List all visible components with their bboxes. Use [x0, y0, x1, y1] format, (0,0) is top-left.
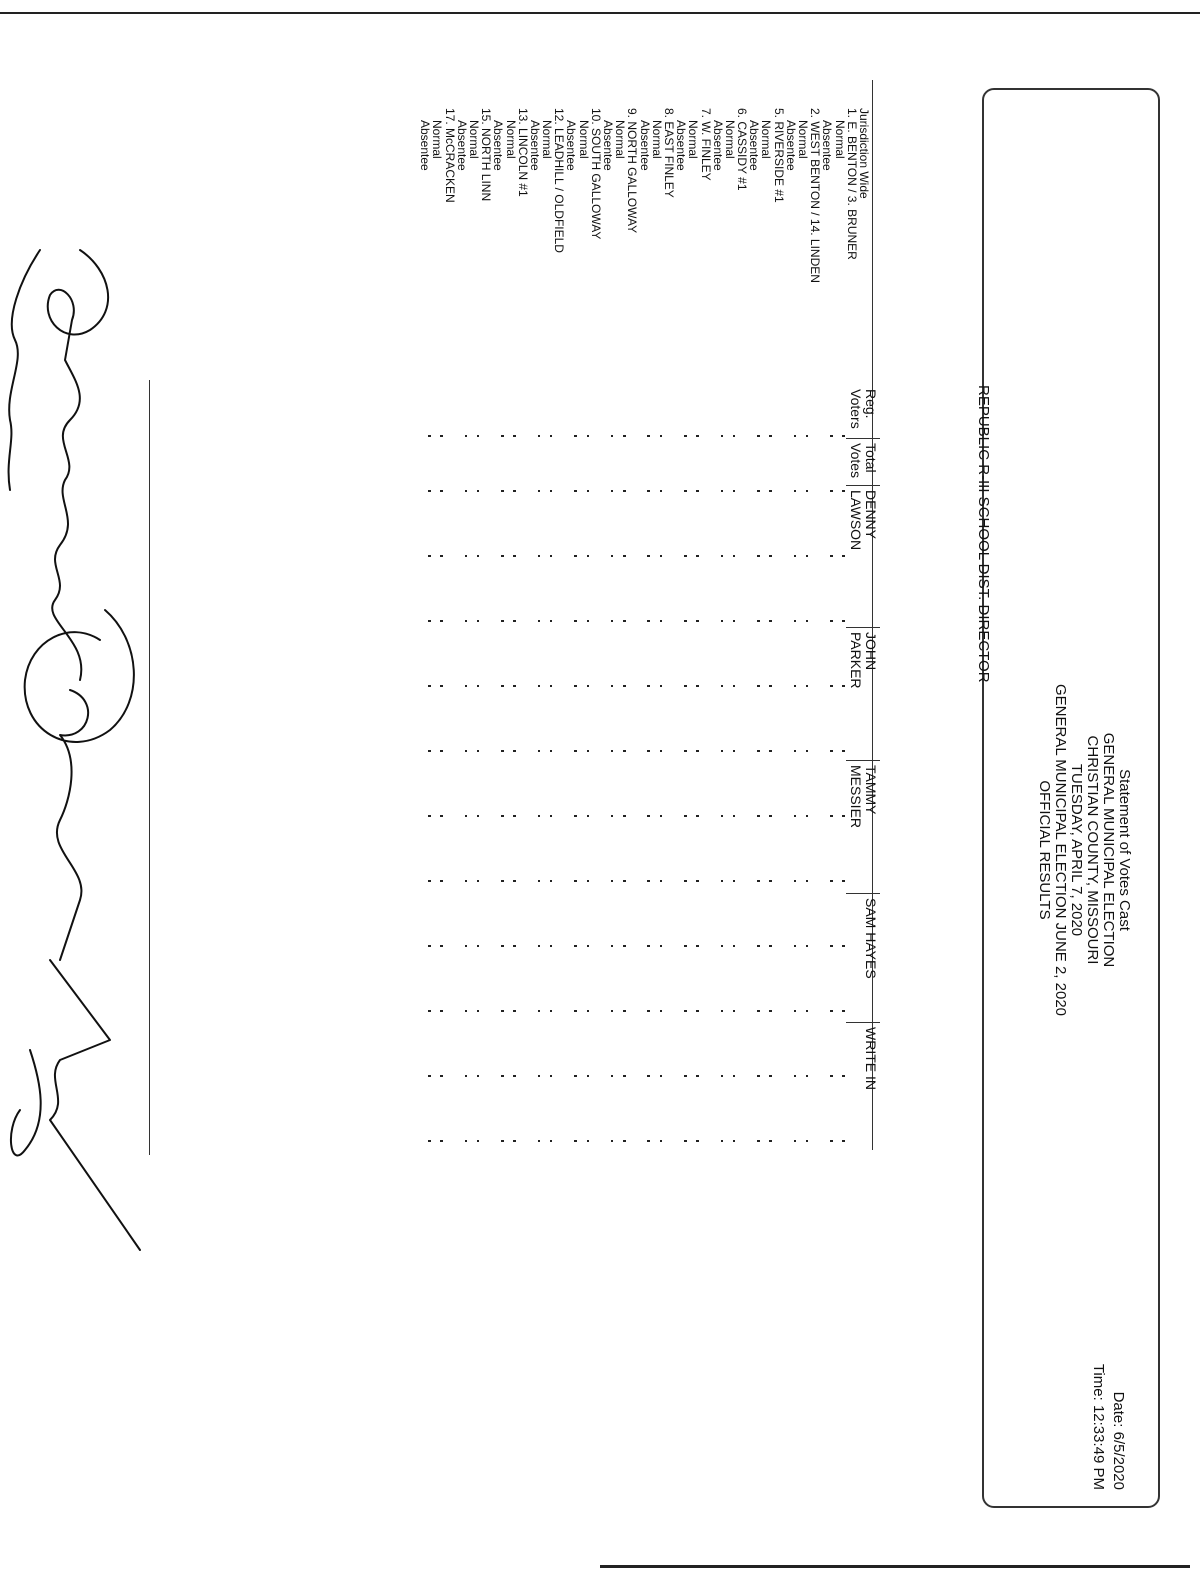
jurisdiction-row: Normal [832, 120, 847, 159]
jurisdiction-row: 17. McCRACKEN [442, 108, 457, 203]
title-line-1: Statement of Votes Cast [1116, 769, 1133, 931]
jurisdiction-row: Normal [722, 120, 737, 159]
title-line-6: OFFICIAL RESULTS [1036, 780, 1053, 920]
jurisdiction-row: Absentee [783, 120, 798, 171]
col-parker-line2: PARKER [848, 632, 864, 689]
col-reg-voters-line2: Voters [848, 389, 864, 429]
jurisdiction-row: 15. NORTH LINN [479, 108, 494, 202]
col-write-in-label: WRITE IN [863, 1027, 879, 1090]
signature-stroke-5 [11, 1050, 41, 1155]
report-time: Time: 12:33:49 PM [1090, 1363, 1107, 1490]
jurisdiction-row: Jurisdiction Wide [857, 108, 871, 199]
jurisdiction-row: 10. SOUTH GALLOWAY [588, 108, 603, 240]
jurisdiction-row: Absentee [710, 120, 725, 171]
jurisdiction-row: Normal [430, 120, 445, 159]
title-line-4: TUESDAY, APRIL 7, 2020 [1068, 763, 1085, 937]
col-total-votes-line1: Total [863, 443, 879, 473]
jurisdiction-row: Absentee [527, 120, 542, 171]
jurisdiction-row: Normal [686, 120, 701, 159]
jurisdiction-row: Normal [649, 120, 664, 159]
signature-stroke-4 [50, 960, 140, 1250]
jurisdiction-row: Normal [613, 120, 628, 159]
jurisdiction-row: 1. E. BENTON / 3. BRUNER [844, 108, 859, 260]
jurisdiction-row: Absentee [820, 120, 835, 171]
jurisdiction-row: Absentee [454, 120, 469, 171]
jurisdiction-row: Normal [467, 120, 481, 159]
race-title: REPUBLIC R-III SCHOOL DIST. DIRECTOR [975, 385, 992, 683]
jurisdiction-row: 5. RIVERSIDE #1 [771, 108, 786, 203]
jurisdiction-row: Absentee [674, 120, 689, 171]
col-messier-line2: MESSIER [848, 765, 864, 829]
jurisdiction-row: Absentee [418, 120, 433, 171]
title-line-5: GENERAL MUNICIPAL ELECTION JUNE 2, 2020 [1052, 683, 1069, 1017]
col-lawson-line1: DENNY [863, 490, 879, 540]
jurisdiction-row: Absentee [637, 120, 652, 171]
col-reg-voters-line1: Reg. [863, 389, 879, 419]
jurisdiction-row: Absentee [601, 120, 616, 171]
jurisdiction-row: Normal [576, 120, 591, 159]
jurisdiction-row: 6. CASSIDY #1 [735, 108, 750, 191]
col-parker-line1: JOHN [863, 632, 879, 671]
report-date: Date: 6/5/2020 [1110, 1391, 1127, 1490]
title-line-2: GENERAL MUNICIPAL ELECTION [1100, 732, 1117, 968]
jurisdiction-row: Normal [796, 120, 811, 159]
jurisdiction-row: Absentee [491, 120, 506, 171]
col-hayes-label: SAM HAYES [863, 898, 879, 979]
title-line-3: CHRISTIAN COUNTY, MISSOURI [1084, 735, 1101, 965]
signature-stroke-3 [57, 690, 88, 960]
jurisdiction-row: 2. WEST BENTON / 14. LINDEN [808, 108, 823, 283]
signature-stroke-2 [25, 610, 134, 742]
signature-stroke-1 [48, 250, 108, 680]
col-lawson-line2: LAWSON [848, 490, 864, 551]
jurisdiction-row: Normal [759, 120, 774, 159]
col-messier-line1: TAMMY [863, 765, 879, 815]
jurisdiction-row: 7. W. FINLEY [698, 108, 713, 181]
jurisdiction-row: 12. LEADHILL / OLDFIELD [552, 108, 567, 253]
signature-stroke-6 [9, 250, 40, 490]
jurisdiction-row: Normal [540, 120, 555, 159]
jurisdiction-row: Absentee [564, 120, 579, 171]
jurisdiction-row: 9. NORTH GALLOWAY [625, 108, 640, 234]
jurisdiction-row: Normal [503, 120, 518, 159]
jurisdiction-row: 13. LINCOLN #1 [515, 108, 530, 197]
col-total-votes-line2: Votes [848, 443, 864, 479]
jurisdiction-row: 8. EAST FINLEY [662, 108, 676, 198]
jurisdiction-row: Absentee [747, 120, 762, 171]
